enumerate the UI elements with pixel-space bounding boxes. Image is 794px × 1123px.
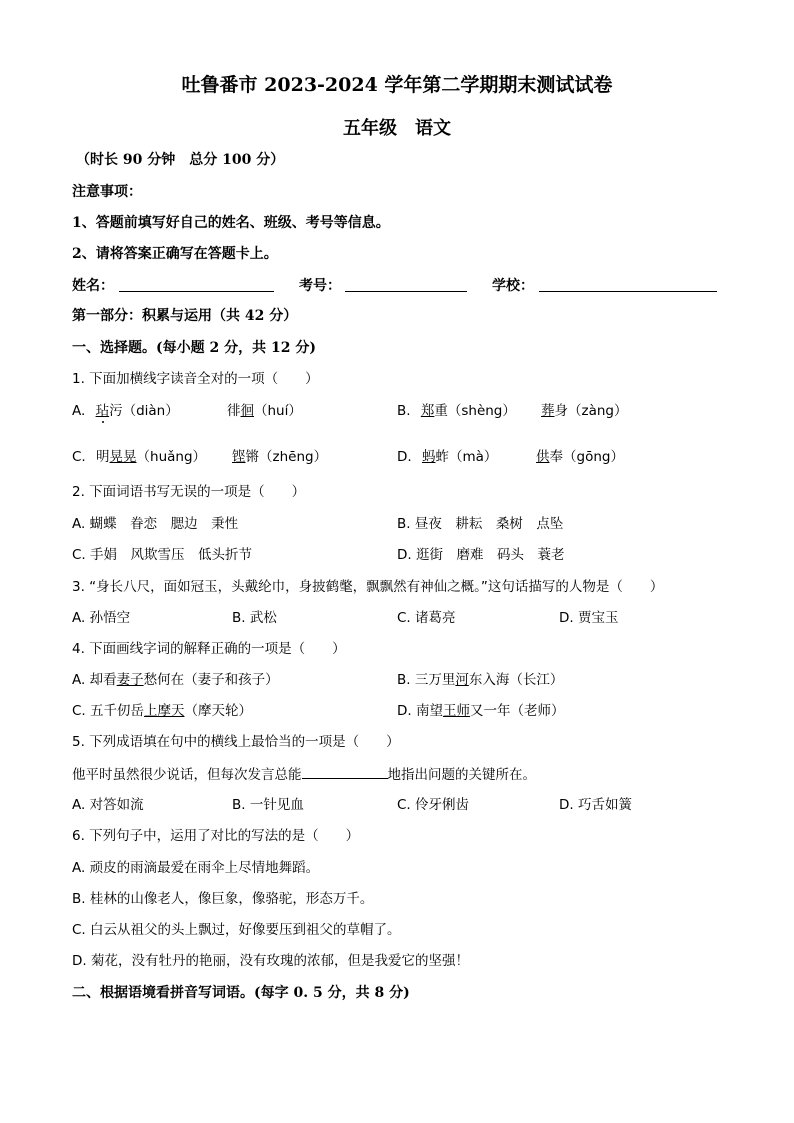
q2-option-a[interactable]: A. 蝴蝶 眷恋 腮边 秉性: [72, 516, 239, 532]
q4-option-d[interactable]: D. 南望王师又一年（老师）: [397, 703, 565, 719]
q5-sentence: 他平时虽然很少说话，但每次发言总能 地指出问题的关键所在。: [72, 764, 536, 785]
option-label: A.: [72, 403, 86, 419]
q6-option-d[interactable]: D. 菊花，没有牡丹的艳丽，没有玫瑰的浓郁，但是我爱它的坚强！: [72, 953, 469, 969]
q3-option-a[interactable]: A. 孙悟空: [72, 610, 131, 626]
notes-title: 注意事项：: [72, 184, 142, 200]
q5-option-b[interactable]: B. 一针见血: [232, 797, 304, 813]
q4-option-a[interactable]: A. 却看妻子愁何在（妻子和孩子）: [72, 672, 279, 688]
page-title: 吐鲁番市 2023-2024 学年第二学期期末测试试卷: [181, 74, 613, 96]
q5-blank[interactable]: [302, 764, 388, 779]
q2-stem: 2. 下面词语书写无误的一项是（ ）: [72, 484, 306, 500]
section2-title: 二、根据语境看拼音写词语。(每字 0. 5 分，共 8 分): [72, 985, 410, 1001]
q5-option-c[interactable]: C. 伶牙俐齿: [397, 797, 470, 813]
q5-stem: 5. 下列成语填在句中的横线上最恰当的一项是（ ）: [72, 734, 400, 750]
q6-stem: 6. 下列句子中，运用了对比的写法的是（ ）: [72, 828, 360, 844]
section1-title: 一、选择题。(每小题 2 分，共 12 分): [72, 340, 316, 356]
q3-option-c[interactable]: C. 诸葛亮: [397, 610, 456, 626]
exam-no-label: 考号：: [299, 278, 341, 294]
q1-option-a-word2: 徘徊（huí）: [227, 403, 302, 419]
q3-stem: 3. “身长八尺，面如冠玉，头戴纶巾，身披鹤氅，飘飘然有神仙之概。”这句话描写的人物是（ ）: [72, 579, 664, 595]
q3-option-d[interactable]: D. 贾宝玉: [559, 610, 619, 626]
q2-option-c[interactable]: C. 手娟 风欺雪压 低头折节: [72, 547, 253, 563]
note-2: 2、请将答案正确写在答题卡上。: [72, 246, 278, 262]
q1-option-b[interactable]: B. 郑重（shèng）: [397, 403, 516, 419]
q2-option-b[interactable]: B. 昼夜 耕耘 桑树 点坠: [397, 516, 564, 532]
q5-option-a[interactable]: A. 对答如流: [72, 797, 144, 813]
name-field[interactable]: [119, 291, 274, 292]
name-label: 姓名：: [72, 278, 114, 294]
q1-option-a[interactable]: A. 玷污（diàn）: [72, 403, 179, 419]
page-subtitle: 五年级 语文: [343, 118, 451, 139]
q6-option-b[interactable]: B. 桂林的山像老人，像巨象，像骆驼，形态万千。: [72, 891, 374, 907]
note-1: 1、答题前填写好自己的姓名、班级、考号等信息。: [72, 215, 390, 231]
q3-option-b[interactable]: B. 武松: [232, 610, 277, 626]
q1-option-d[interactable]: D. 蚂蚱（mà）: [397, 449, 498, 465]
q6-option-a[interactable]: A. 顽皮的雨滴最爱在雨伞上尽情地舞蹈。: [72, 860, 320, 876]
school-field[interactable]: [539, 291, 717, 292]
q6-option-c[interactable]: C. 白云从祖父的头上飘过，好像要压到祖父的草帽了。: [72, 922, 401, 938]
q1-option-d-word2: 供奉（gōng）: [536, 449, 624, 465]
q5-option-d[interactable]: D. 巧舌如簧: [559, 797, 632, 813]
q1-option-b-word2: 葬身（zàng）: [541, 403, 628, 419]
q1-option-c-word2: 铿锵（zhēng）: [232, 449, 328, 465]
exam-no-field[interactable]: [345, 291, 467, 292]
q4-stem: 4. 下面画线字词的解释正确的一项是（ ）: [72, 641, 346, 657]
q4-option-c[interactable]: C. 五千仞岳上摩天（摩天轮）: [72, 703, 253, 719]
school-label: 学校：: [492, 278, 534, 294]
part1-title: 第一部分：积累与运用（共 42 分）: [72, 308, 298, 324]
q1-option-c[interactable]: C. 明晃晃（huǎng）: [72, 449, 207, 465]
q4-option-b[interactable]: B. 三万里河东入海（长江）: [397, 672, 564, 688]
q1-stem: 1. 下面加横线字读音全对的一项（ ）: [72, 371, 319, 387]
q2-option-d[interactable]: D. 逛街 磨难 码头 蓑老: [397, 547, 565, 563]
duration-info: （时长 90 分钟 总分 100 分）: [76, 152, 285, 168]
